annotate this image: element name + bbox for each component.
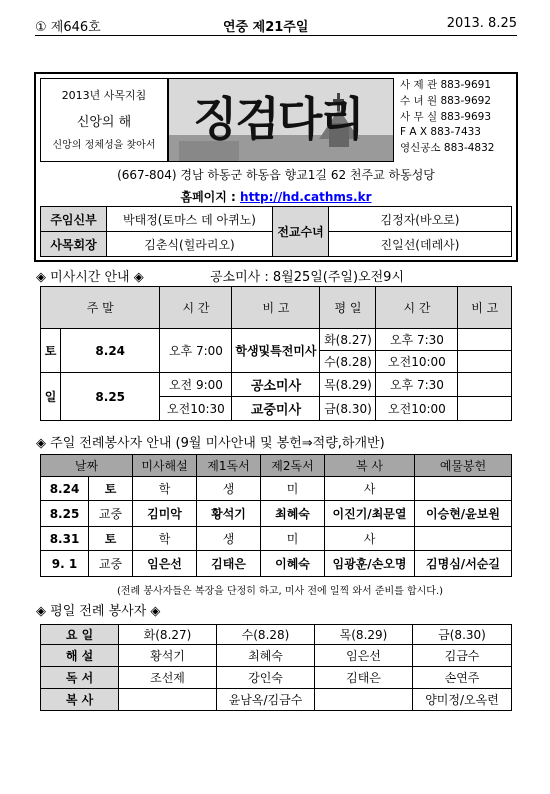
saturday-note: 학생및특전미사: [232, 329, 320, 373]
weekday-cell: 양미정/오옥련: [413, 689, 512, 711]
server-row-day: 교중: [89, 551, 133, 577]
servers-header-reading2: 제2독서: [261, 455, 325, 477]
server-row-day: 토: [89, 527, 133, 551]
server-row-reading2: 이혜숙: [261, 551, 325, 577]
weekday-time: 오후 7:30: [376, 373, 458, 397]
servers-header-date: 날짜: [41, 455, 133, 477]
weekday-note: [458, 329, 512, 351]
weekday-role-label: 복 사: [41, 689, 119, 711]
server-row-commentary: 임은선: [133, 551, 197, 577]
weekday-cell: 임은선: [315, 645, 413, 667]
header-rule: [35, 35, 517, 36]
weekday-day: 목(8.29): [320, 373, 376, 397]
mass-header-note: 비 고: [232, 287, 320, 329]
server-row-reading1: 황석기: [197, 501, 261, 527]
weekday-cell: 황석기: [119, 645, 217, 667]
mission-mass-notice: 공소미사 : 8월25일(주일)오전9시: [210, 270, 405, 285]
church-address: (667-804) 경남 하동군 하동읍 향교1길 62 천주교 하동성당: [117, 168, 435, 182]
homepage-link[interactable]: http://hd.cathms.kr: [240, 190, 372, 204]
weekday-cell: 윤남옥/김금수: [217, 689, 315, 711]
contact-fax: F A X 883-7433: [400, 126, 481, 139]
nuns-label: 전교수녀: [273, 207, 329, 257]
weekday-header-day: 수(8.28): [217, 625, 315, 645]
weekday-note: [458, 373, 512, 397]
sunday-servers-table: [40, 454, 512, 577]
server-row-date: 8.24: [41, 477, 89, 501]
staff-table: [40, 206, 512, 257]
weekday-note: [458, 397, 512, 421]
weekday-cell: 강인숙: [217, 667, 315, 689]
contact-convent: 수 녀 원 883-9692: [400, 94, 491, 107]
mass-header-weekday: 평 일: [320, 287, 376, 329]
weekday-role-label: 독 서: [41, 667, 119, 689]
server-row-reading2: 미: [261, 477, 325, 501]
pastoral-motto: [40, 78, 168, 162]
server-row-day: 교중: [89, 501, 133, 527]
weekday-cell: 손연주: [413, 667, 512, 689]
pastor-label: 주임신부: [41, 207, 107, 232]
issue-header: [35, 14, 517, 34]
nun-name-1: 김정자(바오로): [329, 207, 512, 232]
weekday-time: 오전10:00: [376, 351, 458, 373]
sunday-servers-title: ◈ 주일 전례봉사자 안내 (9월 미사안내 및 봉헌⇒적량,하개반): [36, 436, 385, 451]
servers-note: (전례 봉사자들은 복장을 단정히 하고, 미사 전에 일찍 와서 준비를 합시다.): [116, 586, 444, 597]
weekday-header-label: 요 일: [41, 625, 119, 645]
weekday-day: 금(8.30): [320, 397, 376, 421]
mass-header-time-2: 시 간: [376, 287, 458, 329]
server-row-altar: 임광훈/손오명: [325, 551, 415, 577]
masthead-title: 징검다리: [193, 92, 363, 146]
sunday-date: 8.25: [61, 373, 160, 421]
weekday-note: [458, 351, 512, 373]
motto-subtitle: 신앙의 정체성을 찾아서: [52, 140, 156, 151]
server-row-reading2: 최혜숙: [261, 501, 325, 527]
motto-title: 신앙의 해: [76, 115, 132, 130]
server-row-reading1: 생: [197, 527, 261, 551]
council-label: 사목회장: [41, 232, 107, 257]
server-row-offering: [415, 527, 512, 551]
motto-year: 2013년 사목지침: [61, 89, 147, 102]
weekday-cell: [119, 689, 217, 711]
contact-rectory: 사 제 관 883-9691: [400, 79, 491, 91]
sunday-time-1: 오전 9:00: [160, 373, 232, 397]
weekday-servers-title: ◈ 평일 전례 봉사자 ◈: [36, 604, 161, 619]
server-row-commentary: 학: [133, 477, 197, 501]
weekday-cell: 김금수: [413, 645, 512, 667]
council-name: 김춘식(힐라리오): [107, 232, 273, 257]
servers-header-commentary: 미사해설: [133, 455, 197, 477]
servers-header-offering: 예물봉헌: [415, 455, 512, 477]
homepage-label: 홈페이지 :: [180, 190, 236, 204]
contact-mission: 영신공소 883-4832: [400, 142, 495, 155]
weekday-cell: [315, 689, 413, 711]
homepage-line: [40, 188, 512, 205]
servers-header-altar: 복 사: [325, 455, 415, 477]
sunday-label: 일: [41, 373, 61, 421]
server-row-date: 9. 1: [41, 551, 89, 577]
server-row-altar: 사: [325, 527, 415, 551]
sunday-note-2: 교중미사: [232, 397, 320, 421]
weekday-header-day: 목(8.29): [315, 625, 413, 645]
servers-header-reading1: 제1독서: [197, 455, 261, 477]
weekday-header-day: 화(8.27): [119, 625, 217, 645]
server-row-offering: [415, 477, 512, 501]
liturgical-week: 연중 제21주일: [223, 20, 309, 35]
server-row-commentary: 학: [133, 527, 197, 551]
server-row-offering: 이승현/윤보원: [415, 501, 512, 527]
saturday-time: 오후 7:00: [160, 329, 232, 373]
weekday-header-day: 금(8.30): [413, 625, 512, 645]
weekday-time: 오후 7:30: [376, 329, 458, 351]
server-row-offering: 김명심/서순길: [415, 551, 512, 577]
contact-list: [396, 78, 518, 162]
server-row-altar: 이진기/최문열: [325, 501, 415, 527]
saturday-label: 토: [41, 329, 61, 373]
server-row-day: 토: [89, 477, 133, 501]
weekday-cell: 최혜숙: [217, 645, 315, 667]
server-row-commentary: 김미악: [133, 501, 197, 527]
weekday-servers-table: [40, 624, 512, 711]
server-row-date: 8.31: [41, 527, 89, 551]
weekday-cell: 조선제: [119, 667, 217, 689]
mass-header-note-2: 비 고: [458, 287, 512, 329]
weekday-cell: 김태은: [315, 667, 413, 689]
server-row-reading1: 생: [197, 477, 261, 501]
server-row-date: 8.25: [41, 501, 89, 527]
saturday-date: 8.24: [61, 329, 160, 373]
weekday-day: 화(8.27): [320, 329, 376, 351]
sunday-note-1: 공소미사: [232, 373, 320, 397]
server-row-reading2: 미: [261, 527, 325, 551]
server-row-reading1: 김태은: [197, 551, 261, 577]
contact-office: 사 무 실 883-9693: [400, 110, 491, 123]
issue-number: ① 제646호: [35, 20, 101, 35]
sunday-time-2: 오전10:30: [160, 397, 232, 421]
weekday-day: 수(8.28): [320, 351, 376, 373]
mass-schedule-table: [40, 286, 512, 421]
weekday-role-label: 해 설: [41, 645, 119, 667]
nun-name-2: 진일선(데레사): [329, 232, 512, 257]
mass-section-title: ◈ 미사시간 안내 ◈: [36, 270, 144, 285]
pastor-name: 박태정(토마스 데 아퀴노): [107, 207, 273, 232]
masthead-banner: [168, 78, 394, 162]
mass-header-time: 시 간: [160, 287, 232, 329]
server-row-altar: 사: [325, 477, 415, 501]
mass-header-weekend: 주 말: [41, 287, 160, 329]
weekday-time: 오전10:00: [376, 397, 458, 421]
issue-date: 2013. 8.25: [446, 16, 517, 31]
